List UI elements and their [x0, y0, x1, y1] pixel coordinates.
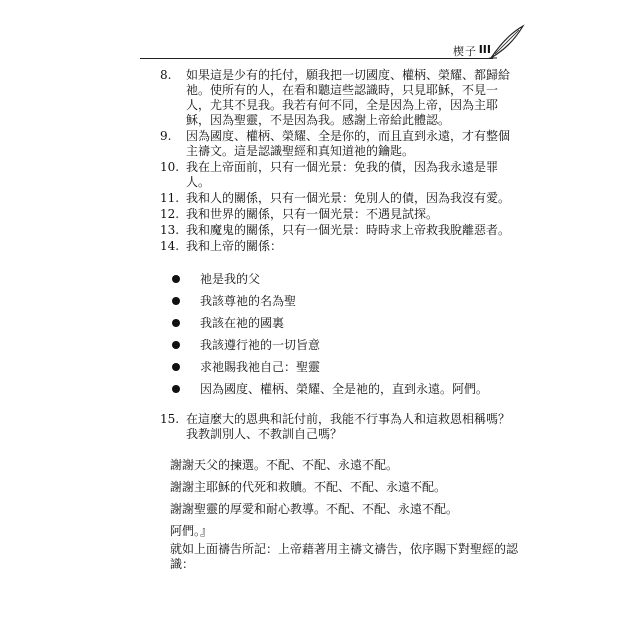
bullet-text: 我該遵行祂的一切旨意 [200, 337, 321, 352]
bullet-item [172, 356, 520, 378]
bullet-item [172, 312, 520, 334]
list-item [160, 68, 520, 128]
item-text: 我和世界的關係，只有一個光景：不遇見試探。 [186, 207, 439, 221]
list-item [160, 129, 520, 159]
list-item [160, 412, 520, 442]
bullet-text: 求祂賜我祂自己：聖靈 [200, 359, 321, 374]
item-text: 我和人的關係，只有一個光景：免別人的債，因為我沒有愛。 [186, 191, 511, 205]
bullet-dot-icon [172, 385, 180, 393]
item-number: 8. [160, 68, 172, 82]
thanks-line: 謝謝天父的揀選。不配、不配、永遠不配。 [170, 458, 399, 472]
thanks-block [160, 454, 520, 542]
item-number: 12. [160, 207, 180, 221]
item-number: 14. [160, 239, 180, 253]
header-rule [140, 58, 493, 59]
bullet-item [172, 268, 520, 290]
bullet-item [172, 378, 520, 400]
bullet-dot-icon [172, 341, 180, 349]
bullet-text: 祂是我的父 [200, 271, 261, 286]
list-item [160, 191, 520, 206]
item-number: 15. [160, 412, 180, 426]
page-number: III [478, 43, 491, 56]
item-text: 在這麼大的恩典和託付前，我能不行事為人和這救恩相稱嗎？我教訓別人、不教訓自己嗎？ [186, 412, 511, 441]
list-item [160, 223, 520, 238]
item-text: 如果這是少有的托付，願我把一切國度、權柄、榮耀、都歸給祂。使所有的人，在看和聽這些認識時，只見耶穌，不見一人，尤其不見我。我若有何不同，全是因為上帝，因為主耶穌，因為聖靈，不是因為我。感謝上帝給此體認。 [186, 68, 511, 127]
page-body [160, 68, 520, 572]
list-item [160, 160, 520, 190]
chapter-title: 楔子 [453, 45, 477, 58]
bullet-item [172, 334, 520, 356]
item-number: 9. [160, 129, 172, 143]
running-header [140, 40, 525, 60]
bullet-dot-icon [172, 363, 180, 371]
quill-pen-icon [485, 24, 525, 60]
bullet-item [172, 290, 520, 312]
item-text: 因為國度、權柄、榮耀、全是你的，而且直到永遠，才有整個主禱文。這是認識聖經和真知道祂的鑰匙。 [186, 129, 511, 158]
item-number: 10. [160, 160, 180, 174]
thanks-line: 謝謝主耶穌的代死和救贖。不配、不配、永遠不配。 [170, 480, 447, 494]
thanks-line: 阿們。』 [170, 524, 213, 538]
bullet-text: 我該在祂的國裏 [200, 315, 285, 330]
item-text: 我和上帝的關係： [186, 239, 283, 253]
bullet-dot-icon [172, 319, 180, 327]
bullet-dot-icon [172, 297, 180, 305]
list-item [160, 239, 520, 254]
bullet-text: 因為國度、權柄、榮耀、全是祂的，直到永遠。阿們。 [200, 381, 489, 396]
bullet-text: 我該尊祂的名為聖 [200, 293, 297, 308]
item-number: 13. [160, 223, 180, 237]
item-text: 我和魔鬼的關係，只有一個光景：時時求上帝救我脫離惡者。 [186, 223, 511, 237]
bullet-list [172, 268, 520, 400]
item-text: 我在上帝面前，只有一個光景：免我的債，因為我永遠是罪人。 [186, 160, 499, 189]
closing-paragraph: 就如上面禱告所記：上帝藉著用主禱文禱告，依序賜下對聖經的認識： [170, 542, 519, 571]
item-number: 11. [160, 191, 180, 205]
bullet-dot-icon [172, 275, 180, 283]
thanks-line: 謝謝聖靈的厚愛和耐心教導。不配、不配、永遠不配。 [170, 502, 459, 516]
list-item [160, 207, 520, 222]
